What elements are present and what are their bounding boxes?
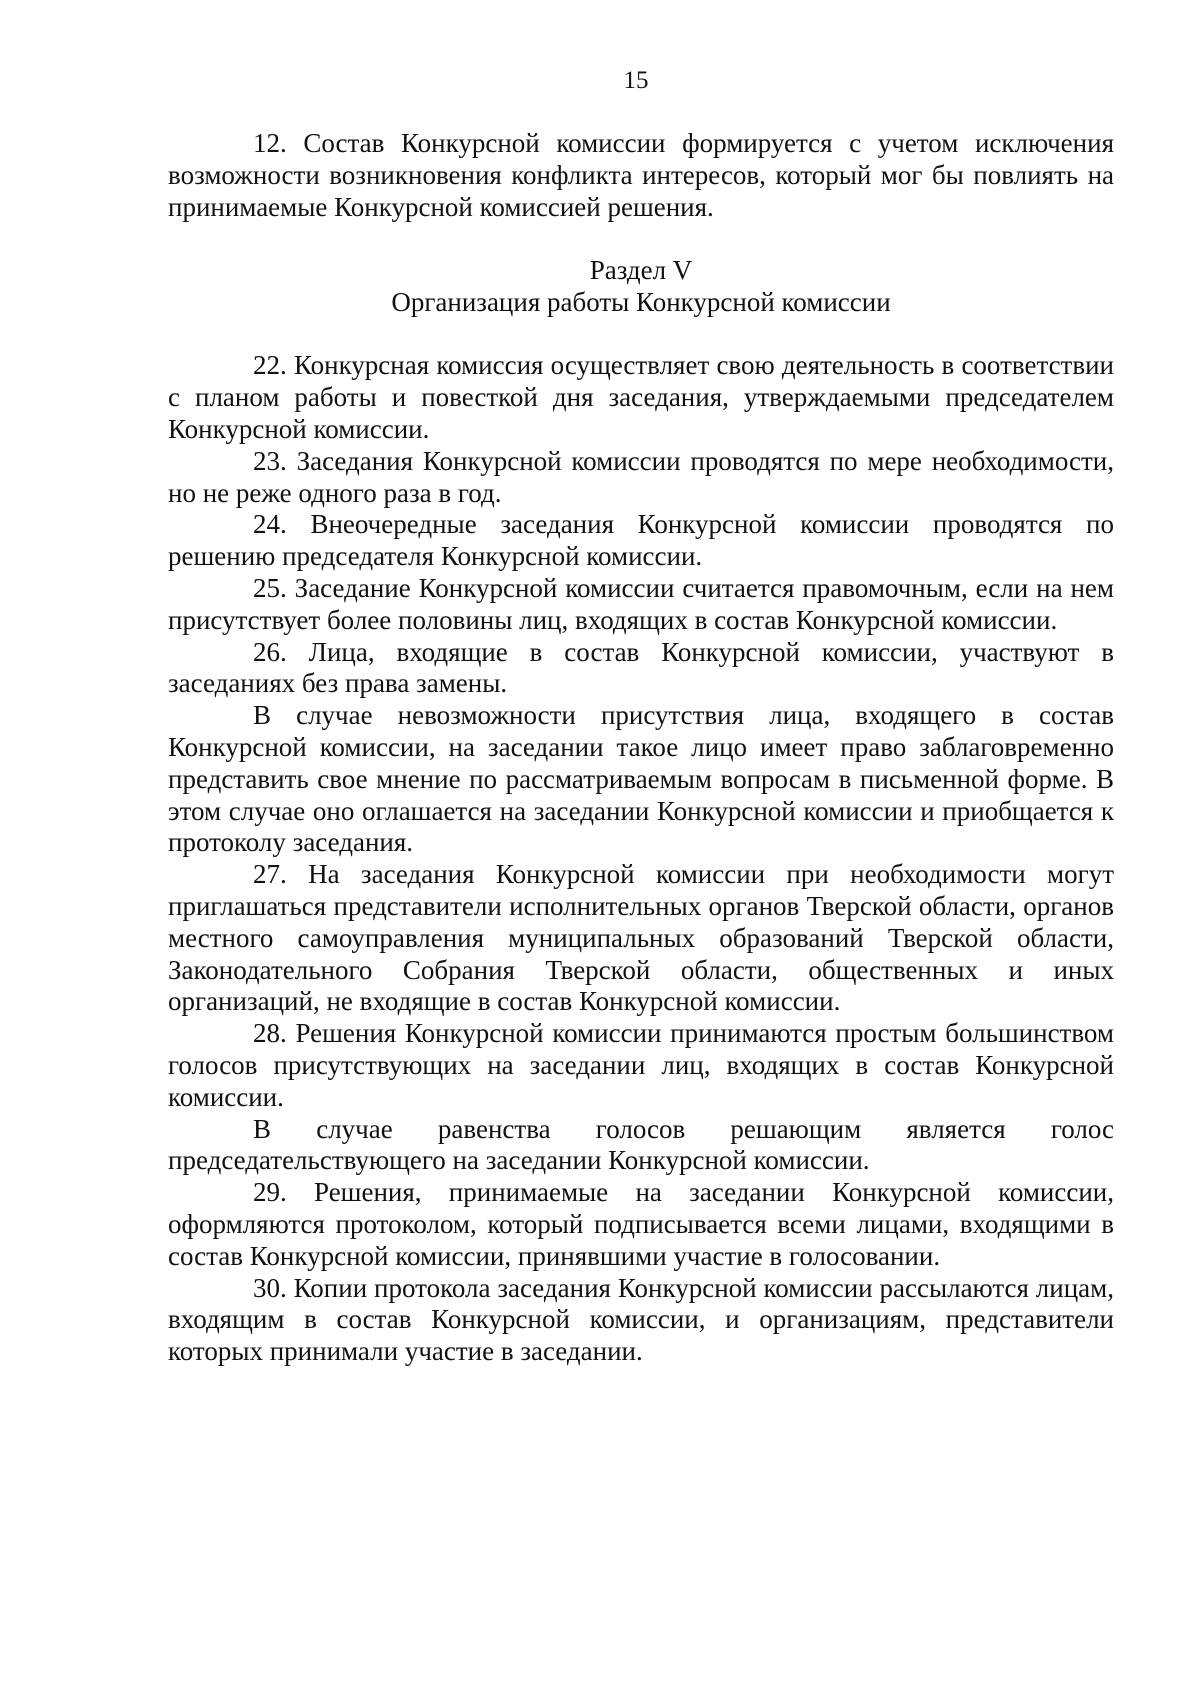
paragraph-29: 29. Решения, принимаемые на заседании Конкурсной комиссии, оформляются протоколом, который подписывается всеми лицами, входящими в состав Конкурсной комиссии, принявшими участие в голосовании. [168, 1177, 1114, 1271]
paragraph-27: 27. На заседания Конкурсной комиссии при необходимости могут приглашаться представители исполнительных органов Тверской области, органов местного самоуправления муниципальных образований Тверской области, Законодательного Собрания Тверской области, общественных и иных организаций, не входящие в состав Конкурсной комиссии. [168, 859, 1114, 1017]
section-heading [168, 254, 1114, 318]
paragraph-25: 25. Заседание Конкурсной комиссии считается правомочным, если на нем присутствует более половины лиц, входящих в состав Конкурсной комиссии. [168, 572, 1114, 635]
page-number: 15 [623, 67, 649, 94]
section-title: Организация работы Конкурсной комиссии [391, 287, 891, 318]
paragraph-12: 12. Состав Конкурсной комиссии формируется с учетом исключения возможности возникновения конфликта интересов, который мог бы повлиять на принимаемые Конкурсной комиссией решения. [168, 128, 1114, 222]
paragraph-26: 26. Лица, входящие в состав Конкурсной комиссии, участвуют в заседаниях без права замены. [168, 636, 1114, 699]
paragraph-28: 28. Решения Конкурсной комиссии принимаются простым большинством голосов присутствующих на заседании лиц, входящих в состав Конкурсной комиссии. [168, 1018, 1114, 1112]
paragraph-24: 24. Внеочередные заседания Конкурсной комиссии проводятся по решению председателя Конкурсной комиссии. [168, 509, 1114, 572]
document-body [168, 128, 1114, 1368]
paragraph-23: 23. Заседания Конкурсной комиссии проводятся по мере необходимости, но не реже одного раза в год. [168, 445, 1114, 508]
paragraph-28-continuation: В случае равенства голосов решающим является голос председательствующего на заседании Конкурсной комиссии. [168, 1113, 1114, 1176]
section-number: Раздел V [589, 255, 693, 286]
paragraph-30: 30. Копии протокола заседания Конкурсной комиссии рассылаются лицам, входящим в состав Конкурсной комиссии, и организациям, представители которых принимали участие в заседании. [168, 1272, 1114, 1367]
paragraph-22: 22. Конкурсная комиссия осуществляет свою деятельность в соответствии с планом работы и повесткой дня заседания, утверждаемыми председателем Конкурсной комиссии. [168, 350, 1114, 444]
paragraph-26-continuation: В случае невозможности присутствия лица, входящего в состав Конкурсной комиссии, на заседании такое лицо имеет право заблаговременно представить свое мнение по рассматриваемым вопросам в письменной форме. В этом случае оно оглашается на заседании Конкурсной комиссии и приобщается к протоколу заседания. [168, 700, 1114, 858]
